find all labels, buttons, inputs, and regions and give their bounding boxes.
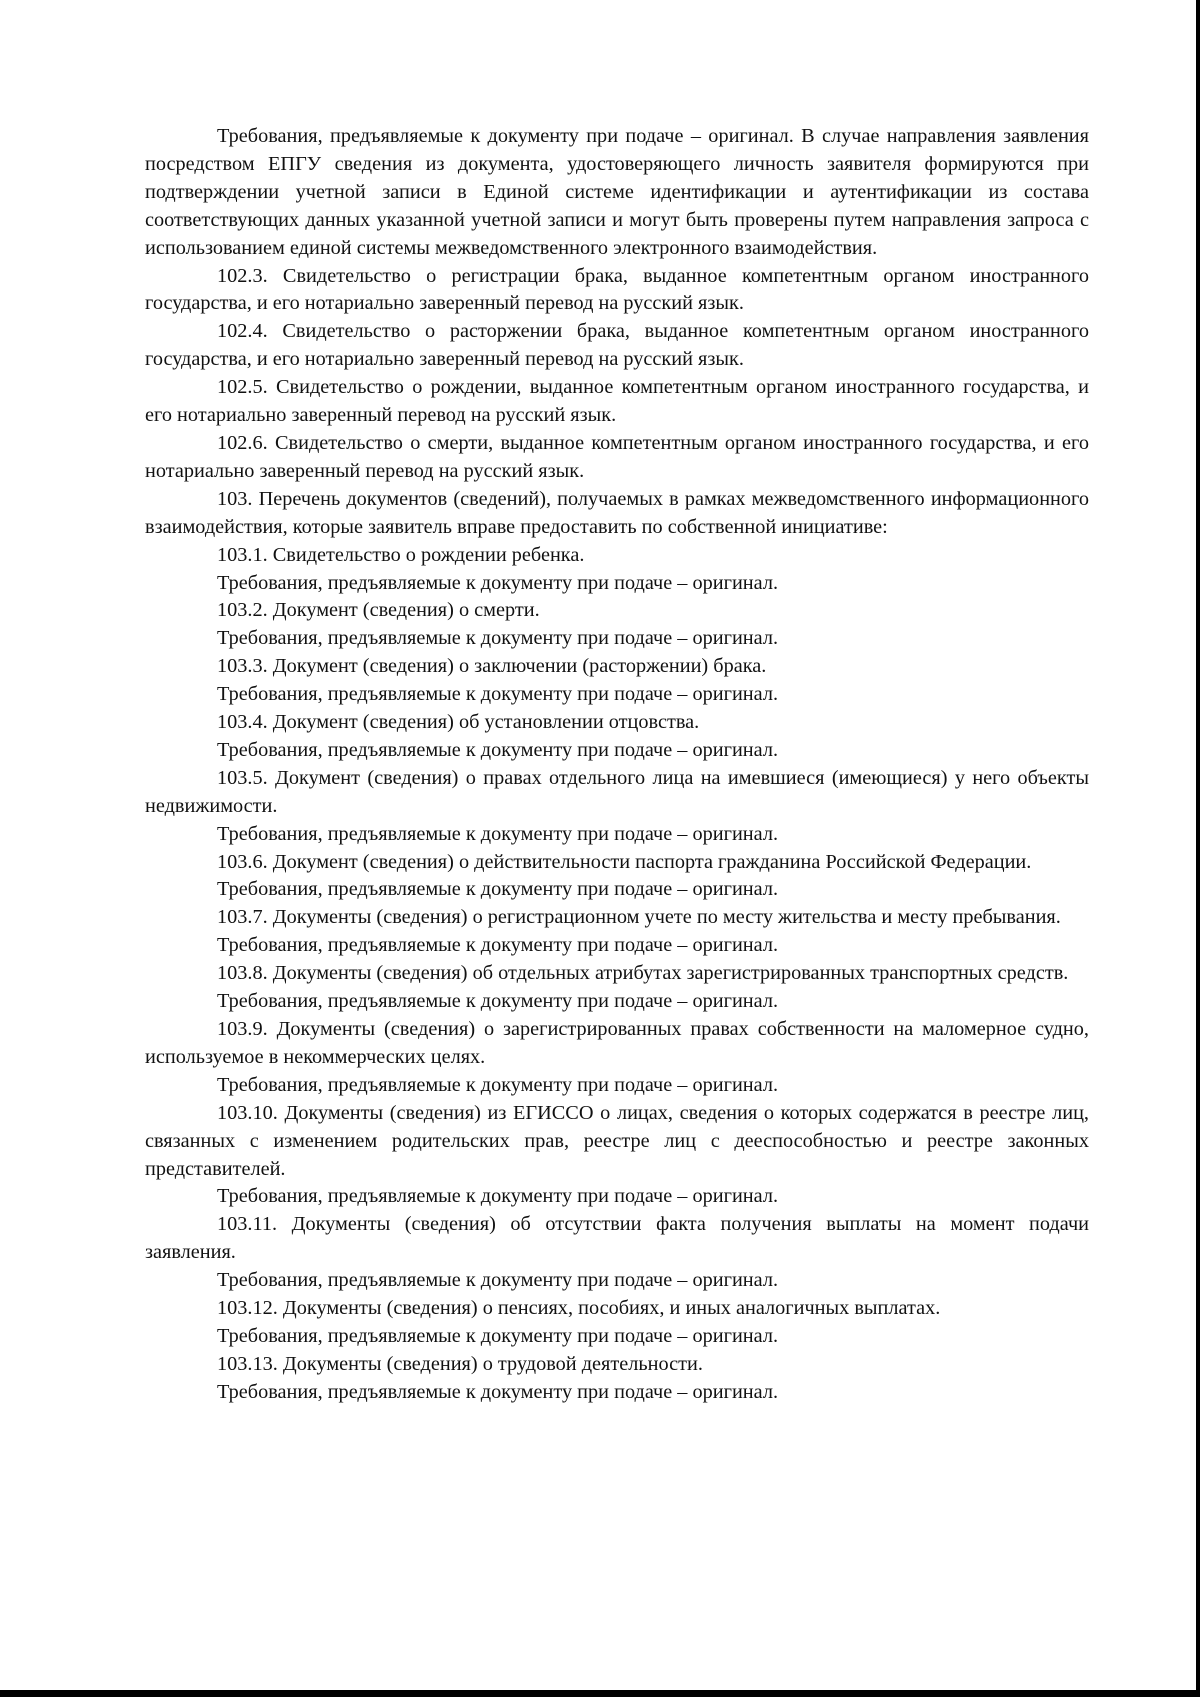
requirement-103-13: Требования, предъявляемые к документу при подаче – оригинал.	[217, 1380, 779, 1403]
scan-edge-bottom	[0, 1690, 1200, 1697]
item-103-13: 103.13. Документы (сведения) о трудовой деятельности.	[217, 1352, 703, 1375]
item-103-11: 103.11. Документы (сведения) об отсутствии факта получения выплаты на момент подачи заявления.	[145, 1213, 1089, 1264]
requirement-103-11: Требования, предъявляемые к документу при подаче – оригинал.	[217, 1269, 779, 1292]
document-body	[145, 123, 1089, 1407]
requirement-103-10: Требования, предъявляемые к документу при подаче – оригинал.	[217, 1185, 779, 1208]
requirement-103-6: Требования, предъявляемые к документу при подаче – оригинал.	[217, 878, 779, 901]
item-103-8: 103.8. Документы (сведения) об отдельных атрибутах зарегистрированных транспортных средств.	[217, 962, 1069, 985]
paragraph-103: 103. Перечень документов (сведений), получаемых в рамках межведомственного информационного взаимодействия, которые заявитель вправе предоставить по собственной инициативе:	[145, 487, 1089, 538]
item-103-5: 103.5. Документ (сведения) о правах отдельного лица на имевшиеся (имеющиеся) у него объекты недвижимости.	[145, 766, 1089, 817]
requirement-103-4: Требования, предъявляемые к документу при подаче – оригинал.	[217, 738, 779, 761]
item-103-9: 103.9. Документы (сведения) о зарегистрированных правах собственности на маломерное судно, используемое в некоммерческих целях.	[145, 1018, 1089, 1068]
item-103-6: 103.6. Документ (сведения) о действительности паспорта гражданина Российской Федерации.	[217, 850, 1032, 873]
item-103-3: 103.3. Документ (сведения) о заключении (расторжении) брака.	[217, 655, 767, 678]
requirement-103-1: Требования, предъявляемые к документу при подаче – оригинал.	[217, 571, 779, 594]
item-103-1: 103.1. Свидетельство о рождении ребенка.	[217, 543, 585, 566]
item-103-7: 103.7. Документы (сведения) о регистрационном учете по месту жительства и месту пребывания.	[217, 906, 1061, 929]
scan-edge-right	[1196, 0, 1200, 1697]
item-103-10: 103.10. Документы (сведения) из ЕГИССО о лицах, сведения о которых содержатся в реестре лиц, связанных с изменением родительских прав, реестре лиц с дееспособностью и реестре законных представителей.	[145, 1101, 1089, 1180]
requirement-103-12: Требования, предъявляемые к документу при подаче – оригинал.	[217, 1324, 779, 1347]
item-103-4: 103.4. Документ (сведения) об установлении отцовства.	[217, 711, 700, 734]
paragraph-102-5: 102.5. Свидетельство о рождении, выданное компетентным органом иностранного государства, и его нотариально заверенный перевод на русский язык.	[145, 376, 1089, 427]
paragraph-102-3: 102.3. Свидетельство о регистрации брака, выданное компетентным органом иностранного государства, и его нотариально заверенный перевод на русский язык.	[145, 264, 1089, 315]
requirement-103-8: Требования, предъявляемые к документу при подаче – оригинал.	[217, 990, 779, 1013]
requirement-103-5: Требования, предъявляемые к документу при подаче – оригинал.	[217, 822, 779, 845]
item-103-2: 103.2. Документ (сведения) о смерти.	[217, 599, 540, 622]
requirement-103-2: Требования, предъявляемые к документу при подаче – оригинал.	[217, 627, 779, 650]
requirement-103-3: Требования, предъявляемые к документу при подаче – оригинал.	[217, 683, 779, 706]
paragraph-102-6: 102.6. Свидетельство о смерти, выданное компетентным органом иностранного государства, и его нотариально заверенный перевод на русский язык.	[145, 431, 1089, 482]
requirement-103-7: Требования, предъявляемые к документу при подаче – оригинал.	[217, 934, 779, 957]
item-103-12: 103.12. Документы (сведения) о пенсиях, пособиях, и иных аналогичных выплатах.	[217, 1297, 941, 1320]
paragraph-102-4: 102.4. Свидетельство о расторжении брака, выданное компетентным органом иностранного государства, и его нотариально заверенный перевод на русский язык.	[145, 320, 1089, 371]
requirement-103-9: Требования, предъявляемые к документу при подаче – оригинал.	[217, 1073, 779, 1096]
paragraph-original-requirement: Требования, предъявляемые к документу при подаче – оригинал. В случае направления заявления посредством ЕПГУ сведения из документа, удостоверяющего личность заявителя формируются при подтверждении учетной записи в Единой системе идентификации и аутентификации из состава соответствующих данных указанной учетной записи и могут быть проверены путем направления запроса с использованием единой системы межведомственного электронного взаимодействия.	[145, 125, 1089, 259]
